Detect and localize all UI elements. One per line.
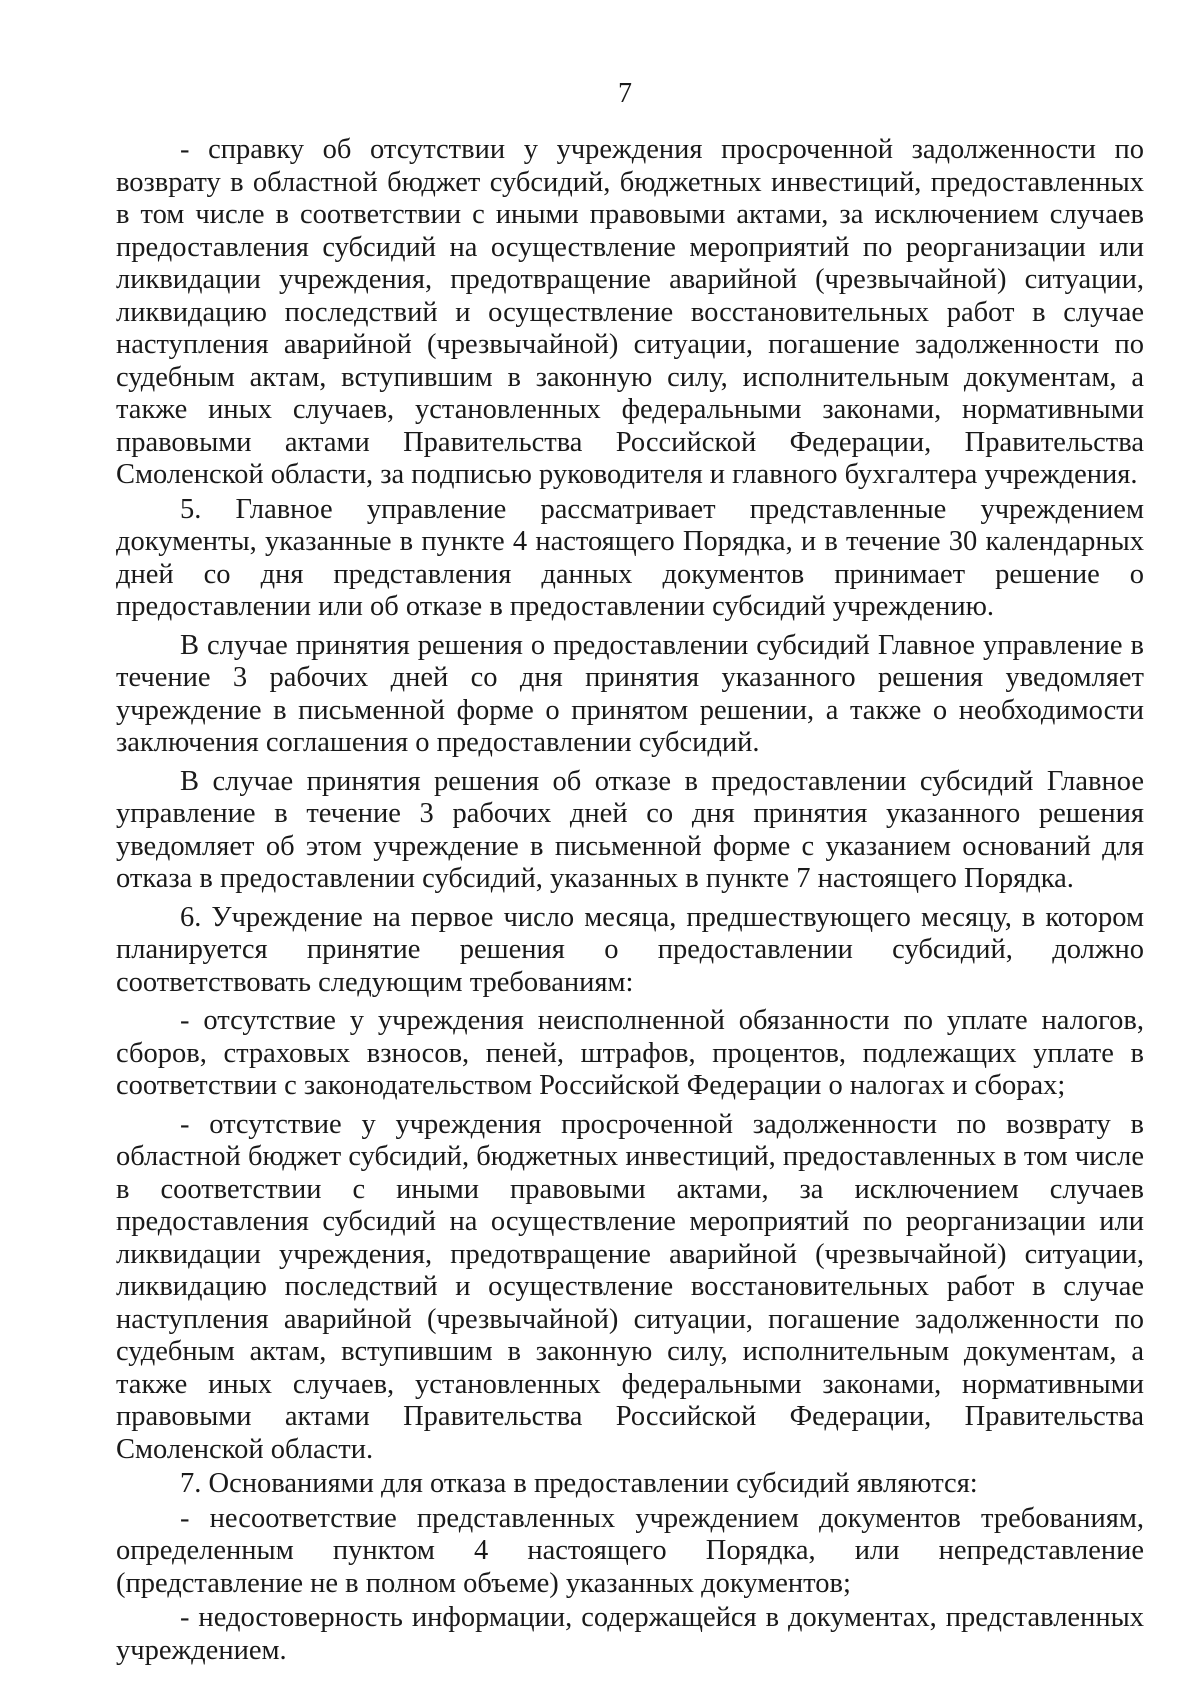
paragraph-item-5: 5. Главное управление рассматривает представленные учреждением документы, указанные в пункте 4 настоящего Порядка, и в течение 30 календарных дней со дня представления данных документов принимает решение о предоставлении или об отказе в предоставлении субсидий учреждению. [116,493,1144,622]
paragraph-item-7: 7. Основаниями для отказа в предоставлении субсидий являются: [180,1468,978,1499]
paragraph-decision-refused: В случае принятия решения об отказе в предоставлении субсидий Главное управление в течение 3 рабочих дней со дня принятия указанного решения уведомляет об этом учреждение в письменной форме с указанием оснований для отказа в предоставлении субсидий, указанных в пункте 7 настоящего Порядка. [116,765,1144,894]
paragraph-certificate-debt: - справку об отсутствии у учреждения просроченной задолженности по возврату в областной бюджет субсидий, бюджетных инвестиций, предоставленных в том числе в соответствии с иными правовыми актами, за исключением случаев предоставления субсидий на осуществление мероприятий по реорганизации или ликвидации учреждения, предотвращение аварийной (чрезвычайной) ситуации, ликвидацию последствий и осуществление восстановительных работ в случае наступления аварийной (чрезвычайной) ситуации, погашение задолженности по судебным актам, вступившим в законную силу, исполнительным документам, а также иных случаев, установленных федеральными законами, нормативными правовыми актами Правительства Российской Федерации, Правительства Смоленской области, за подписью руководителя и главного бухгалтера учреждения. [116,134,1144,490]
document-body [116,134,1144,1667]
paragraph-refusal-ground-unreliable: - недостоверность информации, содержащейся в документах, представленных учреждением. [116,1602,1144,1666]
page-number: 7 [618,78,632,109]
paragraph-decision-granted: В случае принятия решения о предоставлении субсидий Главное управление в течение 3 рабочих дней со дня принятия указанного решения уведомляет учреждение в письменной форме о принятом решении, а также о необходимости заключения соглашения о предоставлении субсидий. [116,629,1144,758]
paragraph-refusal-ground-documents: - несоответствие представленных учреждением документов требованиям, определенным пунктом 4 настоящего Порядка, или непредставление (представление не в полном объеме) указанных документов; [116,1502,1144,1599]
paragraph-requirement-debt: - отсутствие у учреждения просроченной задолженности по возврату в областной бюджет субсидий, бюджетных инвестиций, предоставленных в том числе в соответствии с иными правовыми актами, за исключением случаев предоставления субсидий на осуществление мероприятий по реорганизации или ликвидации учреждения, предотвращение аварийной (чрезвычайной) ситуации, ликвидацию последствий и осуществление восстановительных работ в случае наступления аварийной (чрезвычайной) ситуации, погашение задолженности по судебным актам, вступившим в законную силу, исполнительным документам, а также иных случаев, установленных федеральными законами, нормативными правовыми актами Правительства Российской Федерации, Правительства Смоленской области. [116,1108,1144,1465]
paragraph-requirement-taxes: - отсутствие у учреждения неисполненной обязанности по уплате налогов, сборов, страховых взносов, пеней, штрафов, процентов, подлежащих уплате в соответствии с законодательством Российской Федерации о налогах и сборах; [116,1005,1144,1101]
paragraph-item-6: 6. Учреждение на первое число месяца, предшествующего месяцу, в котором планируется принятие решения о предоставлении субсидий, должно соответствовать следующим требованиям: [116,901,1144,998]
